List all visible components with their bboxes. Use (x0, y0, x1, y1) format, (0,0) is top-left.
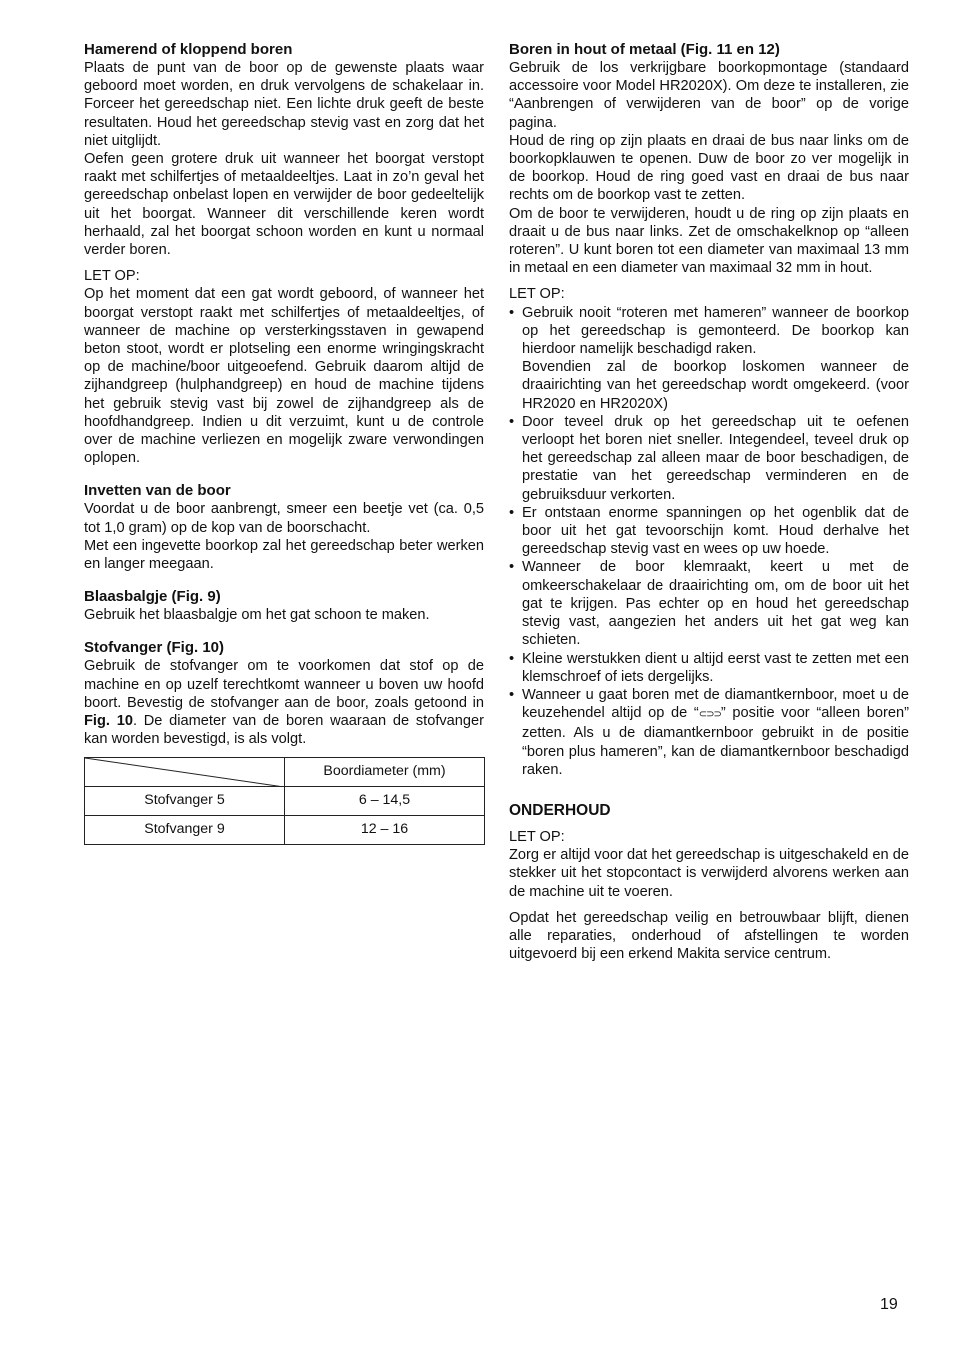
table-cell: Stofvanger 5 (85, 786, 285, 815)
text-run: ” positie voor “alleen boren” zetten. Als u de diamantkernboor gebruikt in de positie “boren plus hameren”, kan de diamantkernboor beschadigd raken. (522, 705, 909, 778)
list-item-text: Bovendien zal de boorkop loskomen wanneer de draairichting van het gereedschap wordt omgekeerd. (voor HR2020 en HR2020X) (522, 359, 909, 412)
page-number: 19 (880, 1296, 898, 1313)
paragraph: Opdat het gereedschap veilig en betrouwbaar blijft, dienen alle reparaties, onderhoud of afstellingen te worden uitgevoerd bij een erkend Makita service centrum. (509, 909, 909, 963)
table-row (85, 786, 485, 815)
paragraph: Voordat u de boor aanbrengt, smeer een beetje vet (ca. 0,5 tot 1,0 gram) op de kop van de boorschacht. (84, 501, 484, 536)
section-heading-stofvanger: Stofvanger (Fig. 10) (84, 639, 225, 657)
section-heading-boren-hout-metaal: Boren in hout of metaal (Fig. 11 en 12) (509, 41, 780, 58)
paragraph: Om de boor te verwijderen, houdt u de ring op zijn plaats en draait u de bus naar links. Zet de omschakelknop op “alleen roteren”. U kunt boren tot een diameter van maximaal 13 mm in metaal en een diameter van maximaal 32 mm in hout. (509, 205, 909, 277)
paragraph: Zorg er altijd voor dat het gereedschap is uitgeschakeld en de stekker uit het stopcontact is verwijderd alvorens werken aan de machine uit te voeren. (509, 847, 909, 900)
note-label: LET OP: (84, 268, 140, 285)
list-item: • Wanneer de boor klemraakt, keert u met de omkeerschakelaar de draairichting om, om de boor uit het gat te krijgen. Pas echter op en houd het gereedschap stevig vast, aangezien het anders uit het gat weg kan schieten. (509, 558, 909, 649)
diagonal-line (85, 758, 284, 787)
list-item-text: • Gebruik nooit “roteren met hameren” wanneer de boorkop op het gereedschap is gemonteerd. De boorkop kan hierdoor namelijk beschadigd raken. (522, 304, 909, 358)
list-item: • Er ontstaan enorme spanningen op het ogenblik dat de boor uit het gat tevoorschijn komt. Houd derhalve het gereedschap stevig vast en wees op uw hoede. (509, 504, 909, 559)
section-heading-blaasbalgje: Blaasbalgje (Fig. 9) (84, 588, 221, 606)
note-label: LET OP: (509, 286, 565, 303)
table-cell: 6 – 14,5 (285, 786, 485, 815)
section-heading-invetten: Invetten van de boor (84, 482, 231, 500)
paragraph: Oefen geen grotere druk uit wanneer het boorgat verstopt raakt met schilfertjes of metaaldeeltjes. Laat in zo’n geval het gereedschap onbelast lopen en verwijder de boor gedeeltelijk uit het boorgat. Wanneer dit verschillende keren wordt herhaald, zal het boorgat schoon worden en kunt u normaal verder boren. (84, 151, 484, 259)
note-list (509, 304, 909, 779)
drill-only-symbol-icon: ⊂⊃⊃ (698, 709, 721, 721)
table-corner-cell (85, 757, 285, 786)
table-cell: 12 – 16 (285, 815, 485, 844)
table-header-cell: Boordiameter (mm) (285, 757, 485, 786)
text-run: Gebruik de stofvanger om te voorkomen dat stof op de machine en op uzelf terechtkomt wanneer u boven uw hoofd boort. Bevestig de stofvanger aan de boor, zoals getoond in (84, 658, 484, 711)
note-label: LET OP: (509, 828, 565, 845)
table-header-row (85, 757, 485, 786)
table-row (85, 815, 485, 844)
list-item (509, 686, 909, 779)
right-column (509, 40, 909, 963)
paragraph: Gebruik het blaasbalgje om het gat schoon te maken. (84, 607, 430, 624)
section-heading-hamerend: Hamerend of kloppend boren (84, 41, 293, 58)
list-item (509, 304, 909, 413)
table-cell: Stofvanger 9 (85, 815, 285, 844)
text-run: . De diameter van de boren waaraan de stofvanger kan worden bevestigd, is als volgt. (84, 713, 484, 748)
paragraph: Met een ingevette boorkop zal het gereedschap beter werken en langer meegaan. (84, 537, 484, 573)
paragraph: Gebruik de los verkrijgbare boorkopmontage (standaard accessoire voor Model HR2020X). Om deze te installeren, zie “Aanbrengen of verwijderen van de boor” op de vorige pagina. (509, 60, 909, 131)
paragraph (84, 657, 484, 748)
left-column (84, 40, 484, 845)
section-heading-onderhoud: ONDERHOUD (509, 801, 611, 819)
paragraph: Houd de ring op zijn plaats en draai de bus naar links om de boorkopklauwen te openen. Duw de boor zo ver mogelijk in de boorkop. Houd de ring goed vast en draai de bus naar rechts om de boorkop vast te zetten. (509, 132, 909, 204)
text-run: Wanneer u gaat boren met de diamantkernboor, moet u de keuzehendel altijd op de “ (522, 686, 909, 722)
list-item: • Door teveel druk op het gereedschap uit te oefenen verloopt het boren niet sneller. Integendeel, teveel druk op het gereedschap zal alleen maar de boor beschadigen, de prestatie van het gereedschap verminderen en de gebruiksduur verkorten. (509, 413, 909, 504)
dust-cover-table (84, 757, 485, 845)
note-text: Op het moment dat een gat wordt geboord, of wanneer het boorgat verstopt raakt met schilfertjes of metaaldeeltjes, of wanneer de machine op versterkingsstaven in gewapend beton stoot, wordt er plotseling een enorme wringingskracht op de machine/boor uitgeoefend. Gebruik daarom altijd de zijhandgreep (hulphandgreep) en houd de machine tijdens het gebruik stevig vast bij zowel de zijhandgreep als de hoofdhandgreep. Indien u dit verzuimt, kunt u de controle over de machine verliezen en mogelijk zware verwondingen oplopen. (84, 286, 484, 467)
list-item: • Kleine werstukken dient u altijd eerst vast te zetten met een klemschroef of iets dergelijks. (509, 650, 909, 686)
figure-reference: Fig. 10 (84, 713, 133, 730)
paragraph: Plaats de punt van de boor op de gewenste plaats waar geboord moet worden, en druk vervolgens de schakelaar in. Forceer het gereedschap niet. Een lichte druk geeft de beste resultaten. Houd het gereedschap stevig vast en zorg dat het niet uitglijdt. (84, 60, 484, 149)
